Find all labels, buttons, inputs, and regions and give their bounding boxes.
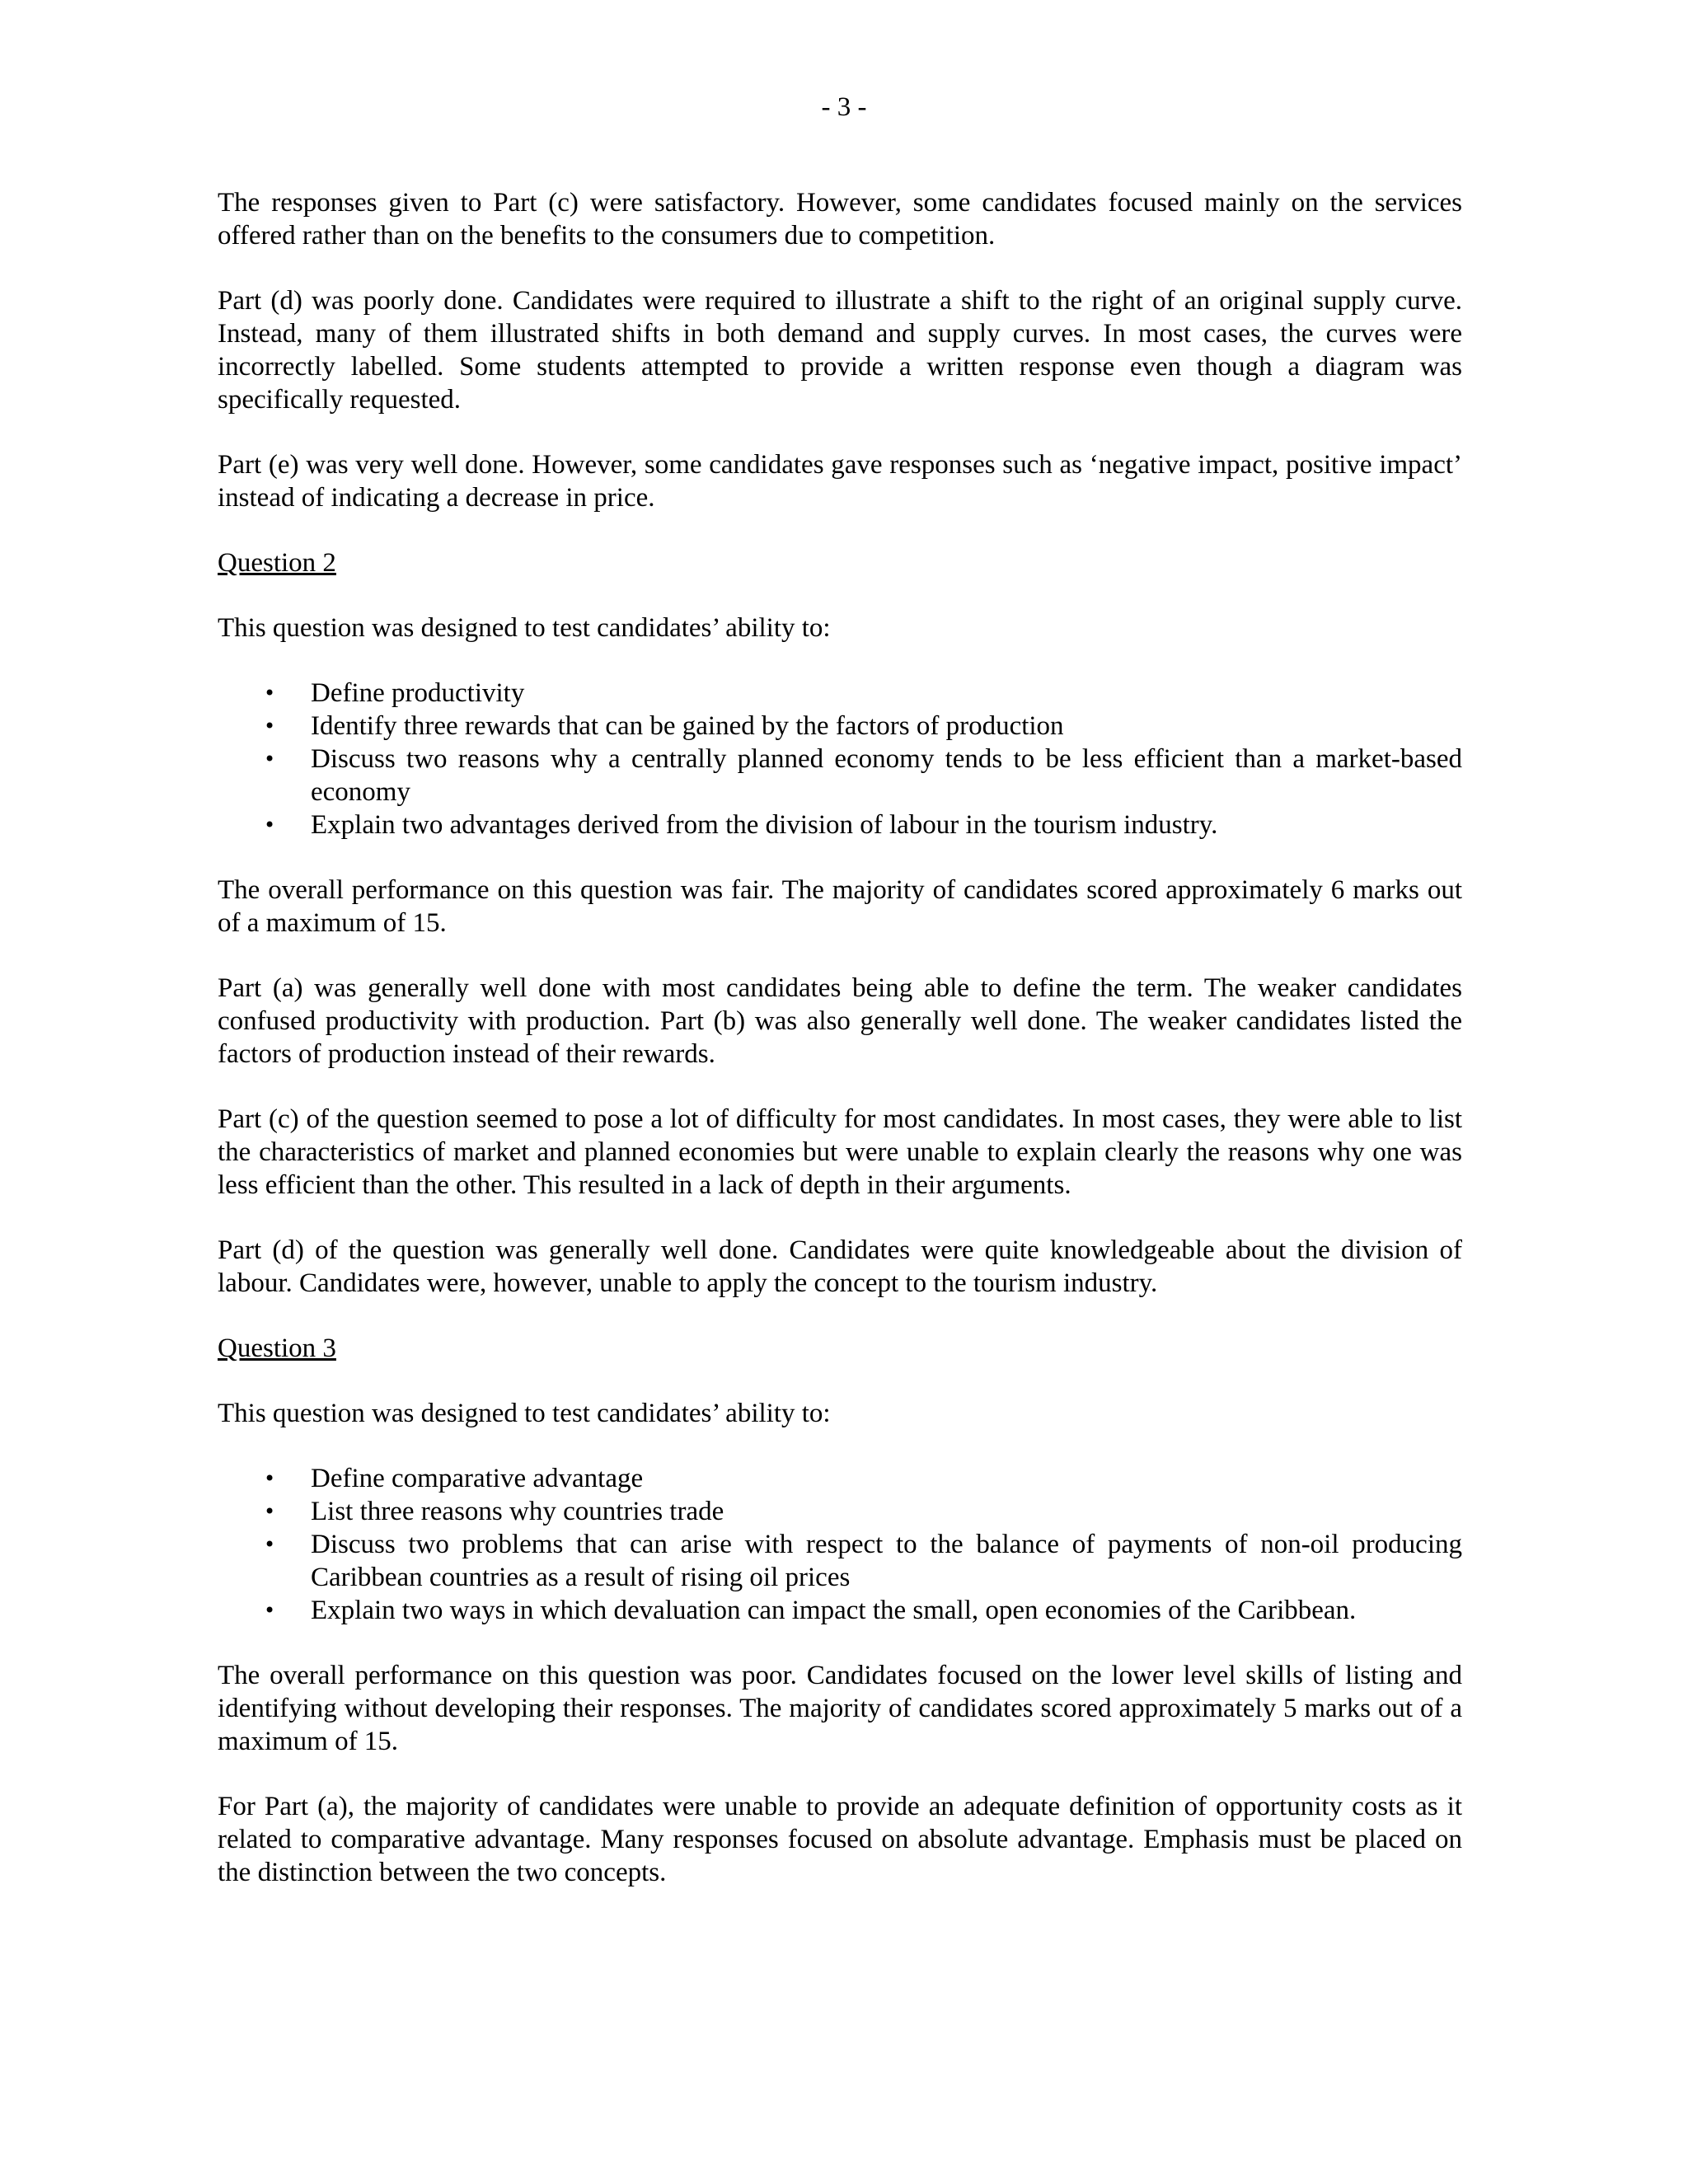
list-item (218, 743, 1462, 808)
question-2-part-d: Part (d) of the question was generally well done. Candidates were quite knowledgeable about the division of labour. Candidates were, however, unable to apply the concept to the tourism industry. (218, 1235, 1462, 1298)
question-3-objectives-list (218, 1462, 1462, 1627)
list-item (218, 677, 1462, 710)
bullet-icon: • (264, 1533, 276, 1556)
question-2-part-a-b: Part (a) was generally well done with most candidates being able to define the term. The weaker candidates confused productivity with production. Part (b) was also generally well done. The weaker candidates listed the factors of production instead of their rewards. (218, 973, 1462, 1069)
bullet-icon: • (264, 748, 276, 771)
list-item (218, 1594, 1462, 1627)
bullet-icon: • (264, 715, 276, 738)
list-item (218, 710, 1462, 743)
list-item (218, 1528, 1462, 1594)
list-item-text: Discuss two problems that can arise with respect to the balance of payments of non-oil producing Caribbean countries as a result of rising oil prices (311, 1530, 1462, 1592)
question-2-heading: Question 2 (218, 548, 336, 578)
bullet-icon: • (264, 1467, 276, 1490)
bullet-icon: • (264, 682, 276, 705)
paragraph-part-c: The responses given to Part (c) were satisfactory. However, some candidates focused mainly on the services offered rather than on the benefits to the consumers due to competition. (218, 188, 1462, 251)
question-2-intro: This question was designed to test candidates’ ability to: (218, 613, 831, 643)
question-3-part-a: For Part (a), the majority of candidates were unable to provide an adequate definition of opportunity costs as it related to comparative advantage. Many responses focused on absolute advantage. Emphasis must be placed on the distinction between the two concepts. (218, 1792, 1462, 1887)
list-item-text: Explain two ways in which devaluation can impact the small, open economies of the Caribbean. (311, 1596, 1357, 1625)
question-3-intro: This question was designed to test candidates’ ability to: (218, 1399, 831, 1428)
list-item-text: Define productivity (311, 678, 525, 708)
bullet-icon: • (264, 813, 276, 837)
list-item (218, 1462, 1462, 1495)
page-number: - 3 - (821, 92, 867, 122)
question-2-objectives-list (218, 677, 1462, 841)
list-item (218, 808, 1462, 841)
question-2-performance: The overall performance on this question was fair. The majority of candidates scored approximately 6 marks out of a maximum of 15. (218, 875, 1462, 938)
page-body (218, 186, 1462, 1921)
list-item-text: Identify three rewards that can be gained by the factors of production (311, 711, 1064, 741)
bullet-icon: • (264, 1500, 276, 1523)
list-item-text: Discuss two reasons why a centrally planned economy tends to be less efficient than a market-based economy (311, 744, 1462, 807)
list-item-text: Explain two advantages derived from the division of labour in the tourism industry. (311, 810, 1218, 840)
question-3-heading: Question 3 (218, 1333, 336, 1363)
list-item (218, 1495, 1462, 1528)
question-3-performance: The overall performance on this question was poor. Candidates focused on the lower level skills of listing and identifying without developing their responses. The majority of candidates scored approximately 5 marks out of a maximum of 15. (218, 1661, 1462, 1756)
list-item-text: Define comparative advantage (311, 1464, 644, 1493)
list-item-text: List three reasons why countries trade (311, 1497, 724, 1526)
paragraph-part-d: Part (d) was poorly done. Candidates were required to illustrate a shift to the right of an original supply curve. Instead, many of them illustrated shifts in both demand and supply curves. In most cases, the curves were incorrectly labelled. Some students attempted to provide a written response even though a diagram was specifically requested. (218, 286, 1462, 415)
bullet-icon: • (264, 1599, 276, 1622)
question-2-part-c: Part (c) of the question seemed to pose a lot of difficulty for most candidates. In most cases, they were able to list the characteristics of market and planned economies but were unable to explain clearly the reasons why one was less efficient than the other. This resulted in a lack of depth in their arguments. (218, 1104, 1462, 1200)
paragraph-part-e: Part (e) was very well done. However, some candidates gave responses such as ‘negative impact, positive impact’ instead of indicating a decrease in price. (218, 450, 1462, 513)
